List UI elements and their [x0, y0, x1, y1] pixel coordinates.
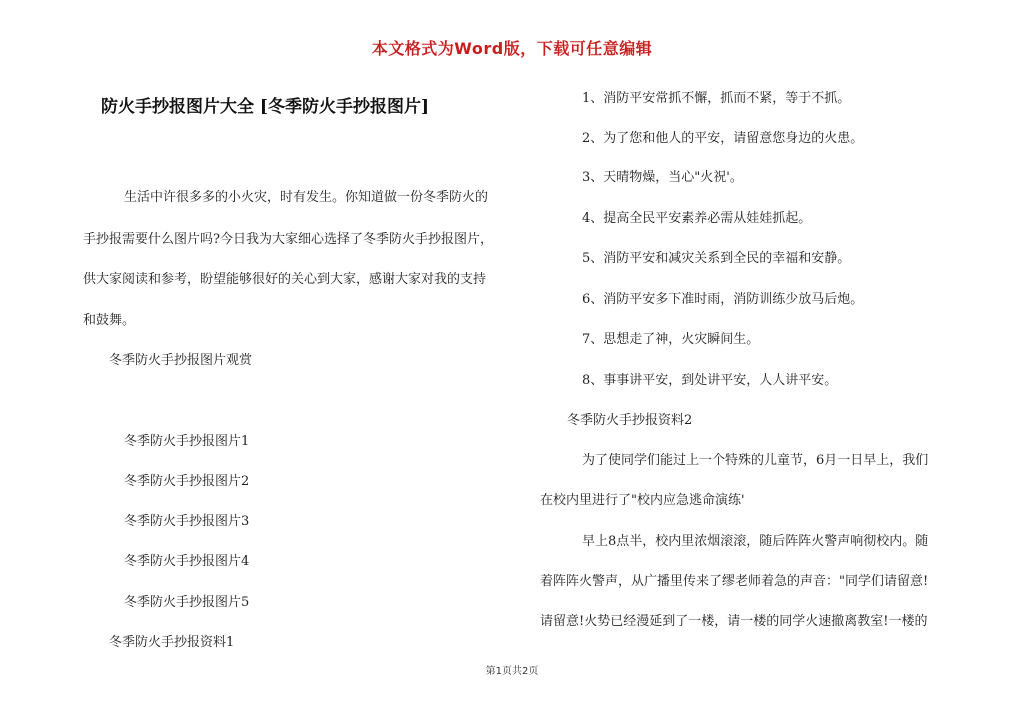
intro-line: 手抄报需要什么图片吗?今日我为大家细心选择了冬季防火手抄报图片， — [83, 232, 493, 247]
document-title: 防火手抄报图片大全 [冬季防火手抄报图片] — [101, 97, 430, 117]
slogan-item: 6、消防平安多下准时雨，消防训练少放马后炮。 — [582, 292, 864, 307]
picture-item: 冬季防火手抄报图片2 — [124, 474, 250, 489]
slogan-item: 1、消防平安常抓不懈，抓而不紧，等于不抓。 — [582, 91, 851, 106]
slogan-item: 7、思想走了神，火灾瞬间生。 — [582, 332, 760, 347]
picture-item: 冬季防火手抄报图片3 — [124, 514, 250, 529]
paragraph-line: 早上8点半，校内里浓烟滚滚，随后阵阵火警声响彻校内。随 — [582, 534, 929, 549]
word-format-banner: 本文格式为Word版，下载可任意编辑 — [371, 39, 653, 58]
page-number: 第1页共2页 — [485, 666, 539, 677]
slogan-item: 2、为了您和他人的平安，请留意您身边的火患。 — [582, 131, 864, 146]
picture-item: 冬季防火手抄报图片4 — [124, 554, 250, 569]
picture-item: 冬季防火手抄报图片5 — [124, 595, 250, 610]
slogan-item: 4、提高全民平安素养必需从娃娃抓起。 — [582, 211, 812, 226]
paragraph-line: 为了使同学们能过上一个特殊的儿童节，6月一日早上，我们 — [582, 453, 929, 468]
paragraph-line: 在校内里进行了"校内应急逃命演练' — [540, 493, 745, 508]
intro-line: 和鼓舞。 — [83, 313, 136, 328]
paragraph-line: 着阵阵火警声，从广播里传来了缪老师着急的声音："同学们请留意! — [540, 574, 929, 589]
material-heading: 冬季防火手抄报资料1 — [109, 635, 235, 650]
paragraph-line: 请留意!火势已经漫延到了一楼，请一楼的同学火速撤离教室!一楼的 — [540, 614, 928, 629]
material2-heading: 冬季防火手抄报资料2 — [567, 413, 693, 428]
intro-line: 生活中许很多多的小火灾，时有发生。你知道做一份冬季防火的 — [124, 190, 489, 205]
intro-line: 供大家阅读和参考，盼望能够很好的关心到大家，感谢大家对我的支持 — [83, 272, 487, 287]
slogan-item: 3、天晴物燥，当心"火祝'。 — [582, 170, 743, 185]
picture-item: 冬季防火手抄报图片1 — [124, 434, 250, 449]
slogan-item: 5、消防平安和减灾关系到全民的幸福和安静。 — [582, 251, 851, 266]
section-heading: 冬季防火手抄报图片观赏 — [109, 353, 253, 368]
slogan-item: 8、事事讲平安，到处讲平安，人人讲平安。 — [582, 373, 838, 388]
